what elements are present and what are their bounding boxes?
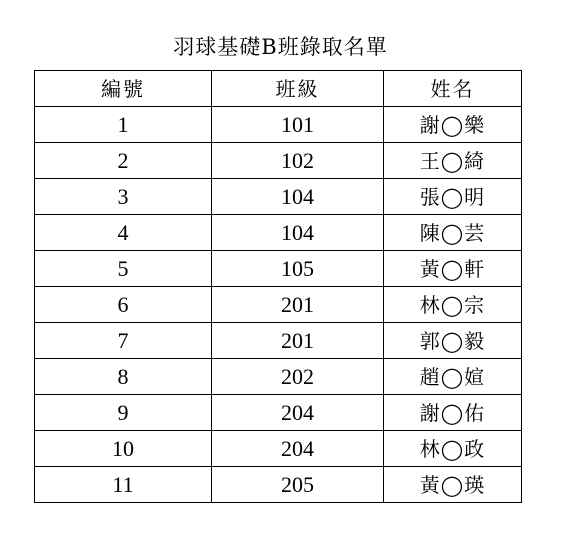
cell-number: 9 (35, 395, 212, 431)
cell-class: 104 (212, 215, 384, 251)
cell-number: 8 (35, 359, 212, 395)
document-title: 羽球基礎B班錄取名單 (173, 35, 388, 59)
table-row (35, 179, 522, 215)
cell-class: 201 (212, 323, 384, 359)
cell-number: 3 (35, 179, 212, 215)
cell-number: 11 (35, 467, 212, 503)
cell-class: 202 (212, 359, 384, 395)
table-row (35, 467, 522, 503)
cell-number: 5 (35, 251, 212, 287)
cell-class: 102 (212, 143, 384, 179)
cell-name: 謝◯佑 (384, 395, 522, 431)
cell-name: 趙◯媗 (384, 359, 522, 395)
cell-name: 林◯宗 (384, 287, 522, 323)
cell-class: 204 (212, 431, 384, 467)
table-row (35, 359, 522, 395)
cell-name: 黃◯瑛 (384, 467, 522, 503)
cell-name: 謝◯樂 (384, 107, 522, 143)
cell-number: 2 (35, 143, 212, 179)
cell-name: 林◯政 (384, 431, 522, 467)
column-header-number: 編號 (35, 71, 212, 107)
cell-number: 10 (35, 431, 212, 467)
cell-number: 6 (35, 287, 212, 323)
cell-number: 7 (35, 323, 212, 359)
cell-class: 101 (212, 107, 384, 143)
table-row (35, 251, 522, 287)
cell-class: 204 (212, 395, 384, 431)
column-header-class: 班級 (212, 71, 384, 107)
cell-number: 1 (35, 107, 212, 143)
table-row (35, 107, 522, 143)
cell-name: 張◯明 (384, 179, 522, 215)
table-row (35, 395, 522, 431)
table-header-row (35, 71, 522, 107)
cell-class: 105 (212, 251, 384, 287)
cell-name: 黃◯軒 (384, 251, 522, 287)
cell-name: 王◯綺 (384, 143, 522, 179)
table-row (35, 323, 522, 359)
admission-list-table (34, 70, 522, 503)
table-row (35, 143, 522, 179)
cell-class: 205 (212, 467, 384, 503)
cell-name: 陳◯芸 (384, 215, 522, 251)
table-row (35, 287, 522, 323)
table-row (35, 431, 522, 467)
cell-number: 4 (35, 215, 212, 251)
cell-class: 201 (212, 287, 384, 323)
column-header-name: 姓名 (384, 71, 522, 107)
cell-class: 104 (212, 179, 384, 215)
table-row (35, 215, 522, 251)
cell-name: 郭◯毅 (384, 323, 522, 359)
